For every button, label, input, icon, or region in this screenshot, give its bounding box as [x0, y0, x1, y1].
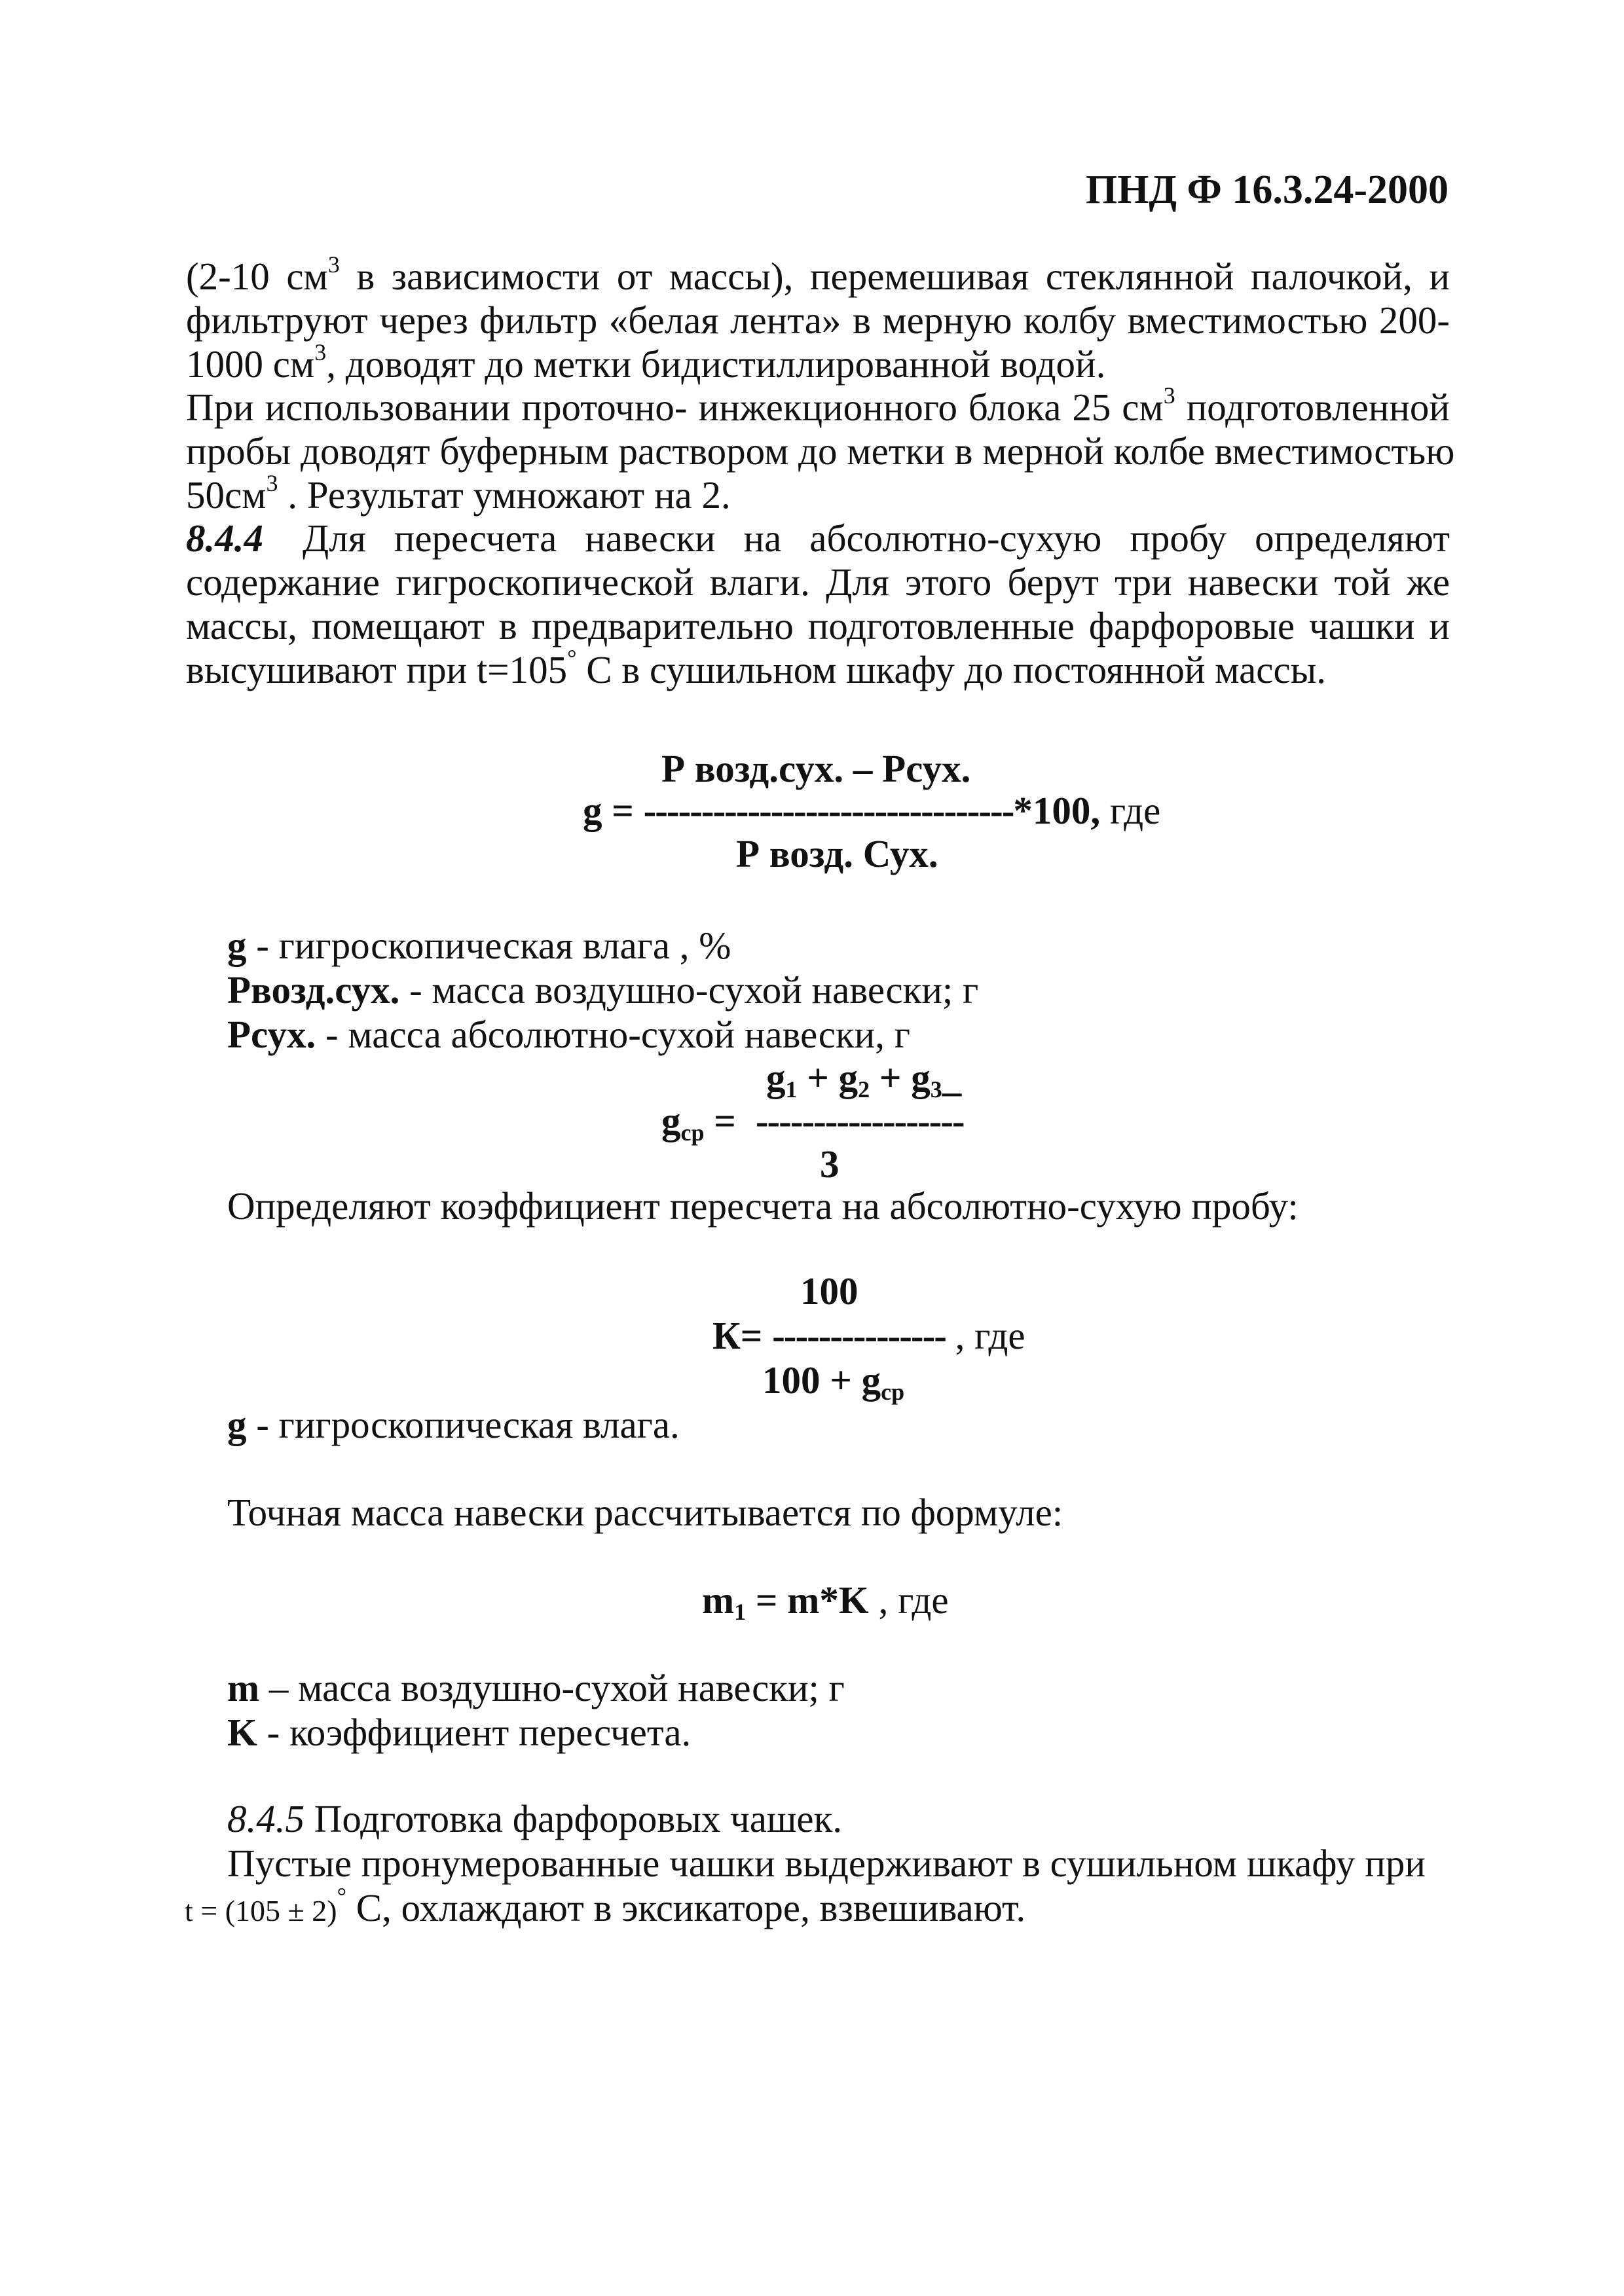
formula-gcp-line: $g_{ср}$ = ------------------ — [661, 1099, 964, 1146]
formula-gcp-denominator: 3 — [820, 1142, 840, 1186]
s845-line-1: Пустые пронумерованные чашки выдерживают в сушильном шкафу при — [227, 1842, 1426, 1885]
flow-line-2: пробы доводят буферным раствором до метки в мерной колбе вместимостью — [186, 429, 1455, 473]
legend-pvs-item: Рвозд.сух. - масса воздушно-сухой навески; г — [227, 968, 979, 1011]
s844-line-4: высушивают при t=105° С в сушильном шкафу до постоянной массы. — [186, 645, 1327, 691]
section-number-844: 8.4.4 — [186, 517, 263, 560]
s844-line-1: 8.4.4 Для пересчета навески на абсолютно-сухую пробу определяют — [186, 517, 1450, 560]
formula-gcp-numerator: $g_1 + g_2$ + $g_3\_$ — [766, 1056, 962, 1102]
legend-ps-item: Рсух. - масса абсолютно-сухой навески, г — [227, 1013, 910, 1056]
document-code: ПНД Ф 16.3.24-2000 — [1085, 168, 1449, 212]
formula-g-line: g = --------------------------------*100, где — [583, 789, 1161, 832]
s845-line-2: t = (105 ± 2)° С, охлаждают в эксикаторе, взвешивают. — [185, 1883, 1026, 1929]
formula-g-numerator: Р возд.сух. – Рсух. — [661, 747, 971, 790]
legend-k2-item: K - коэффициент пересчета. — [227, 1711, 692, 1754]
flow-line-1: При использовании проточно- инжекционного блока 25 $см^3$ подготовленной — [186, 382, 1450, 429]
legend-m-item: m – масса воздушно-сухой навески; г — [227, 1666, 845, 1709]
s844-line-3: массы, помещают в предварительно подготовленные фарфоровые чашки и — [186, 604, 1450, 647]
section-number-845: 8.4.5 — [227, 1797, 304, 1840]
formula-k-line: К= --------------- , где — [712, 1314, 1025, 1357]
mass-intro: Точная масса навески рассчитывается по формуле: — [227, 1491, 1063, 1534]
coef-intro: Определяют коэффициент пересчета на абсолютно-сухую пробу: — [227, 1184, 1299, 1228]
legend-k-item: g - гигроскопическая влага. — [227, 1403, 680, 1446]
legend-g-item: g - гигроскопическая влага , % — [227, 924, 731, 967]
formula-g-denominator: Р возд. Сух. — [736, 832, 938, 875]
formula-k-numerator: 100 — [800, 1269, 858, 1313]
formula-k-denominator: $100 + g_{ср}$ — [762, 1358, 905, 1405]
s844-line-2: содержание гигроскопической влаги. Для этого берут три навески той же — [186, 560, 1450, 604]
flow-line-3: $50см^3$ . Результат умножают на 2. — [186, 470, 731, 517]
formula-m: $m_1 = m*K$ , где — [702, 1578, 949, 1625]
intro-line-2: фильтруют через фильтр «белая лента» в мерную колбу вместимостью 200- — [186, 299, 1450, 342]
intro-line-3: 1000 $см^3$, доводят до метки бидистиллированной водой. — [186, 339, 1106, 386]
intro-line-1: (2-10 $см^3$ в зависимости от массы), перемешивая стеклянной палочкой, и — [186, 251, 1450, 298]
s845-title: 8.4.5 Подготовка фарфоровых чашек. — [227, 1797, 842, 1840]
